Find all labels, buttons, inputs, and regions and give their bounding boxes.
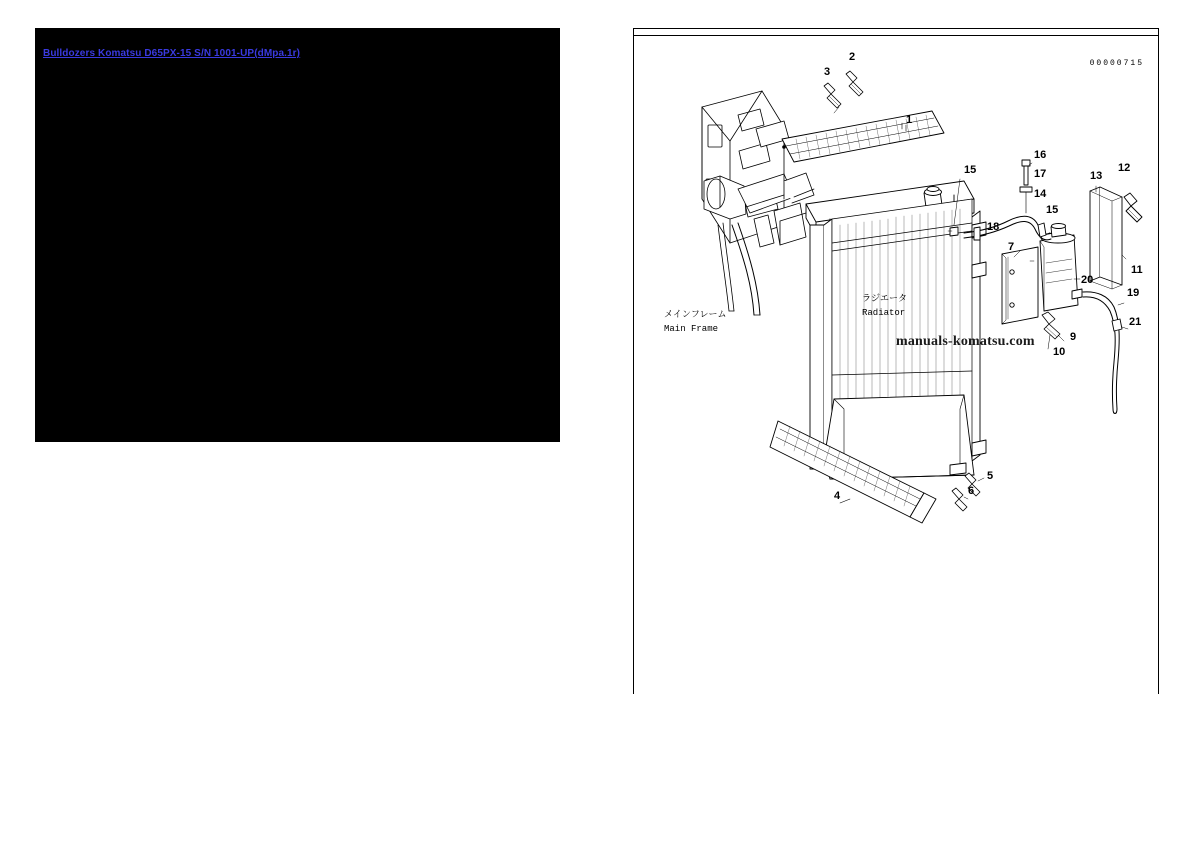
parts-9-10 — [1042, 312, 1064, 349]
radiator-core — [806, 181, 986, 479]
parts-diagram — [633, 28, 1159, 694]
callout-19: 19 — [1127, 287, 1140, 299]
main-frame-group — [702, 91, 820, 315]
callout-18: 18 — [987, 221, 1000, 233]
label-main-frame-en: Main Frame — [664, 324, 719, 334]
drain-hose-19-21 — [1083, 292, 1128, 414]
callout-16: 16 — [1034, 149, 1047, 161]
preview-panel — [35, 28, 560, 442]
callout-15: 15 — [964, 164, 977, 176]
breadcrumb[interactable] — [43, 48, 300, 59]
callout-13: 13 — [1090, 170, 1103, 182]
callout-3: 3 — [824, 66, 831, 78]
callout-10: 10 — [1053, 346, 1066, 358]
label-radiator: ラジエータ — [862, 294, 908, 304]
callout-6: 6 — [968, 485, 975, 497]
callout-17: 17 — [1034, 168, 1047, 180]
callout-12: 12 — [1118, 162, 1131, 174]
part-1-upper-shroud — [782, 111, 944, 162]
callout-20: 20 — [1081, 274, 1094, 286]
reserve-tank — [1040, 224, 1082, 312]
callout-5: 5 — [987, 470, 994, 482]
callout-14: 14 — [1034, 188, 1047, 200]
callout-1: 1 — [906, 114, 913, 126]
callout-4: 4 — [834, 490, 841, 502]
drawing-number: 00000715 — [1089, 59, 1144, 68]
radiator-assembly-drawing — [634, 29, 1158, 694]
watermark: manuals-komatsu.com — [896, 334, 1035, 349]
label-main-frame: メインフレーム — [664, 310, 727, 320]
callout-7: 7 — [1008, 241, 1015, 253]
callout-15b: 15 — [1046, 204, 1059, 216]
label-radiator-en: Radiator — [862, 308, 906, 318]
callout-9: 9 — [1070, 331, 1077, 343]
breadcrumb-link[interactable]: Bulldozers Komatsu D65PX-15 S/N 1001-UP(dMpa.1r) — [43, 48, 301, 59]
callout-11: 11 — [1131, 264, 1143, 276]
callout-21: 21 — [1129, 316, 1142, 328]
part-7-bracket-plate — [1002, 247, 1038, 324]
callout-2: 2 — [849, 51, 856, 63]
